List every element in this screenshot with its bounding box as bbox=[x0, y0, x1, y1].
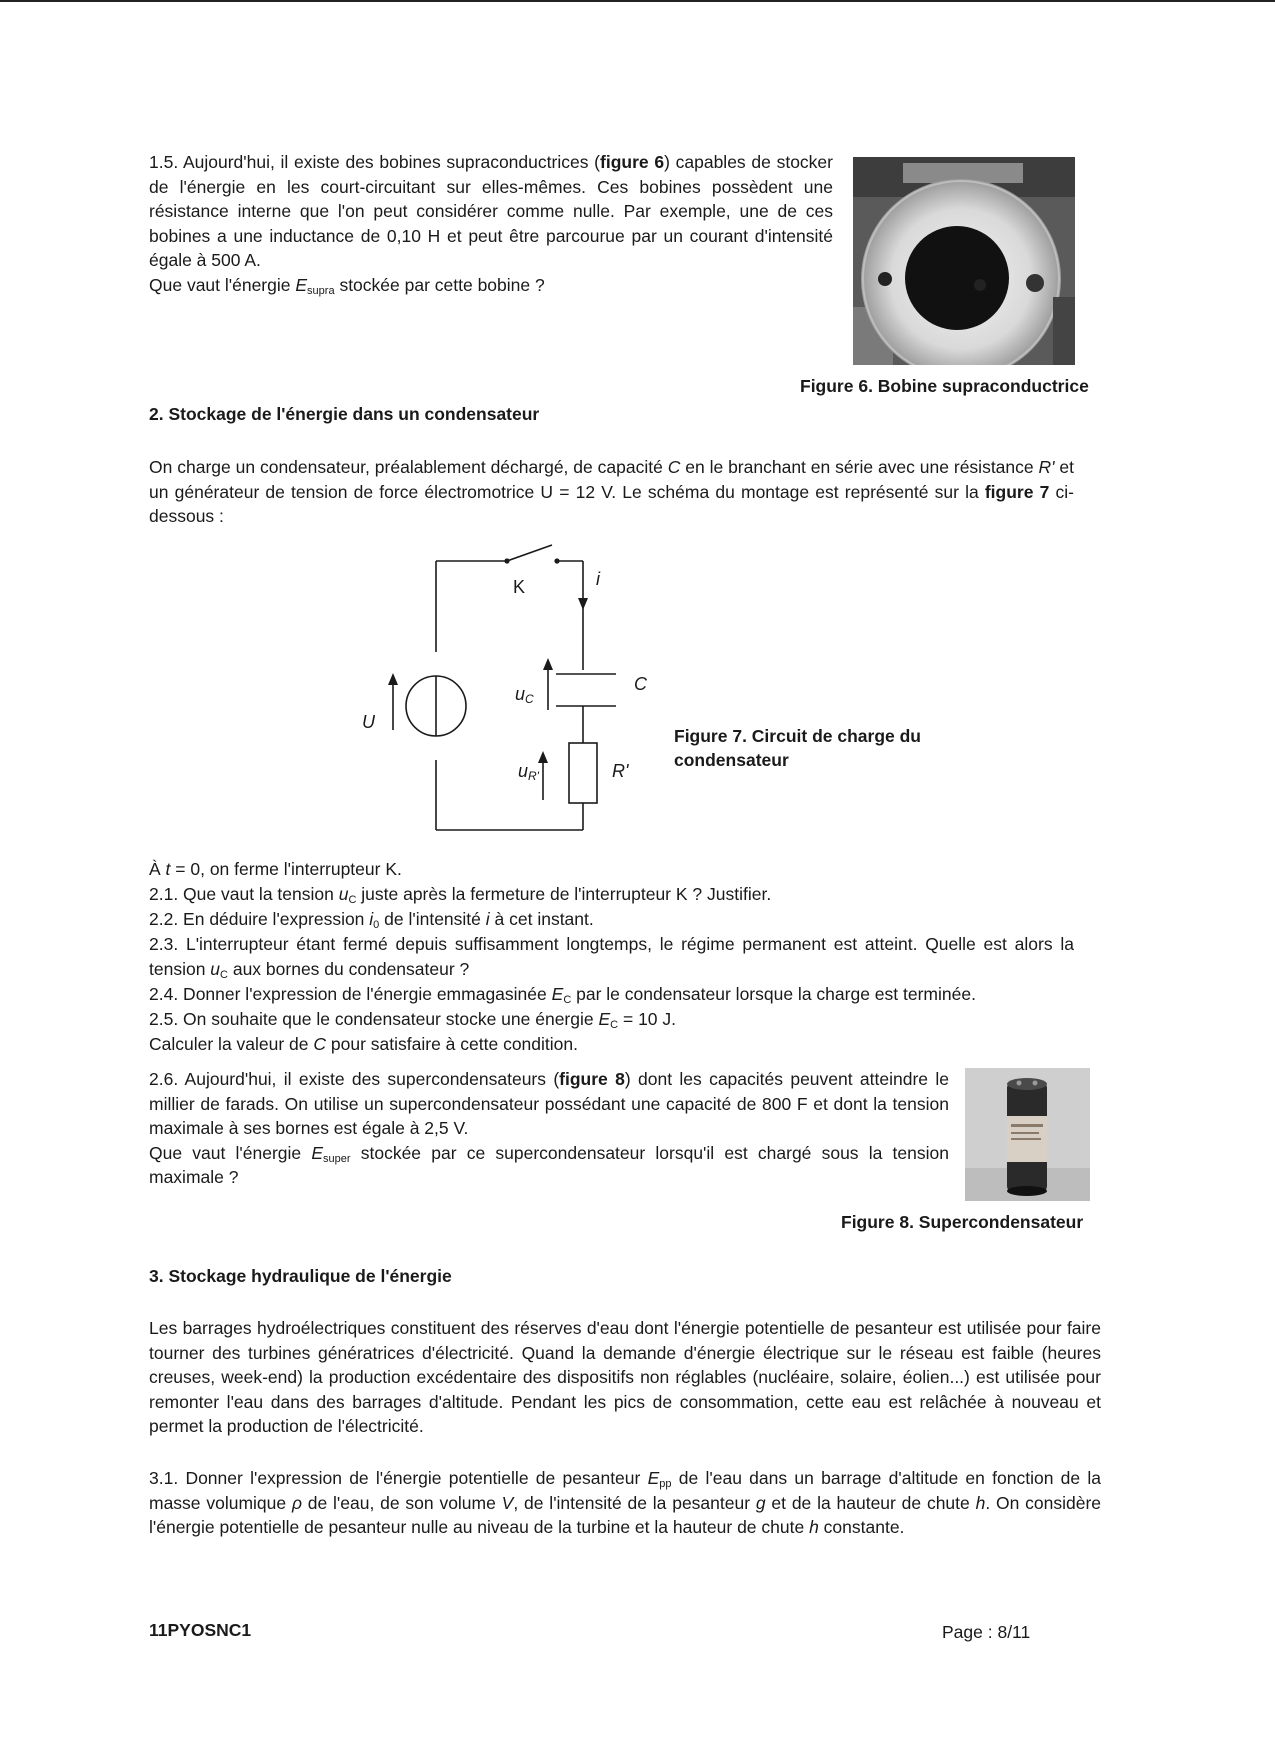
switch-k bbox=[507, 545, 552, 561]
figure-7-caption: Figure 7. Circuit de charge du condensateur bbox=[674, 726, 921, 770]
superconducting-coil-image bbox=[853, 157, 1075, 365]
figure-8-caption: Figure 8. Supercondensateur bbox=[841, 1212, 1084, 1232]
figure-6-caption: Figure 6. Bobine supraconductrice bbox=[800, 376, 1089, 396]
question-t0: À t = 0, on ferme l'interrupteur K. bbox=[149, 859, 402, 879]
label-c: C bbox=[634, 674, 647, 694]
footer-page-number: Page : 8/11 bbox=[942, 1622, 1031, 1642]
question-2-1: 2.1. Que vaut la tension $u_C$ juste après la fermeture de l'interrupteur K ? Justifier. bbox=[149, 884, 772, 906]
label-ur: uR' bbox=[518, 761, 539, 783]
question-2-4: 2.4. Donner l'expression de l'énergie emmagasinée $E_C$ par le condensateur lorsque la charge est terminée. bbox=[149, 984, 976, 1006]
question-2-5: 2.5. On souhaite que le condensateur stocke une énergie $E_C = 10$ J. Calculer la valeur de C pour satisfaire à cette condition. bbox=[149, 1009, 677, 1054]
section-2-intro: On charge un condensateur, préalablement déchargé, de capacité C en le branchant en série avec une résistance R' et un générateur de tension de force électromotrice U = 12 V. Le schéma du montage est représenté sur la figure 7 ci-dessous : bbox=[149, 457, 1075, 526]
top-border-line bbox=[0, 0, 1275, 2]
question-1-5: 1.5. Aujourd'hui, il existe des bobines supraconductrices (figure 6) capables de stocker de l'énergie en les court-circuitant sur elles-mêmes. Ces bobines possèdent une résistance interne que l'on peut considérer comme nulle. Par exemple, une de ces bobines a une inductance de 0,10 H et peut être parcourue par un courant d'intensité égale à 500 A. Que vaut l'énergie $E_{supra}$ stockée par cette bobine ? bbox=[149, 152, 833, 297]
label-k: K bbox=[513, 577, 526, 597]
label-uc: uC bbox=[515, 684, 534, 706]
figure-6-photo bbox=[853, 157, 1075, 365]
figure-7-circuit bbox=[340, 530, 680, 835]
footer-code: 11PYOSNC1 bbox=[149, 1620, 252, 1640]
section-2-heading: 2. Stockage de l'énergie dans un condensateur bbox=[149, 404, 540, 424]
question-2-6: 2.6. Aujourd'hui, il existe des supercondensateurs (figure 8) dont les capacités peuvent atteindre le millier de farads. On utilise un supercondensateur possédant une capacité de 800 F et dont la tension maximale à ses bornes est égale à 2,5 V. Que vaut l'énergie $E_{super}$ stockée par ce supercondensateur lorsqu'il est chargé sous la tension maximale ? bbox=[149, 1069, 949, 1187]
current-arrow-icon bbox=[578, 598, 588, 610]
resistor bbox=[569, 743, 597, 803]
question-2-2: 2.2. En déduire l'expression $i_0$ de l'intensité i à cet instant. bbox=[149, 909, 594, 931]
figure-8-photo bbox=[965, 1068, 1090, 1201]
question-3-1: 3.1. Donner l'expression de l'énergie potentielle de pesanteur $E_{pp}$ de l'eau dans un barrage d'altitude en fonction de la masse volumique ρ de l'eau, de son volume V, de l'intensité de la pesanteur g et de la hauteur de chute h. On considère l'énergie potentielle de pesanteur nulle au niveau de la turbine et la hauteur de chute h constante. bbox=[149, 1468, 1102, 1537]
section-3-heading: 3. Stockage hydraulique de l'énergie bbox=[149, 1266, 452, 1286]
label-u: U bbox=[362, 712, 375, 732]
section-3-paragraph: Les barrages hydroélectriques constituent des réserves d'eau dont l'énergie potentielle de pesanteur est utilisée pour faire tourner des turbines génératrices d'électricité. Quand la demande d'énergie électrique sur le réseau est faible (heures creuses, week-end) la production excédentaire des dispositifs non réglables (nucléaire, solaire, éolien...) est utilisée pour remonter l'eau dans des barrages d'altitude. Pendant les pics de consommation, cette eau est relâchée à nouveau et permet la production de l'électricité. bbox=[149, 1318, 1101, 1436]
label-r: R' bbox=[612, 761, 629, 781]
label-i: i bbox=[596, 569, 600, 589]
question-2-3: 2.3. L'interrupteur étant fermé depuis suffisamment longtemps, le régime permanent est atteint. Quelle est alors la tension $u_C$ aux bornes du condensateur ? bbox=[149, 934, 1074, 981]
supercapacitor-image bbox=[965, 1068, 1090, 1201]
